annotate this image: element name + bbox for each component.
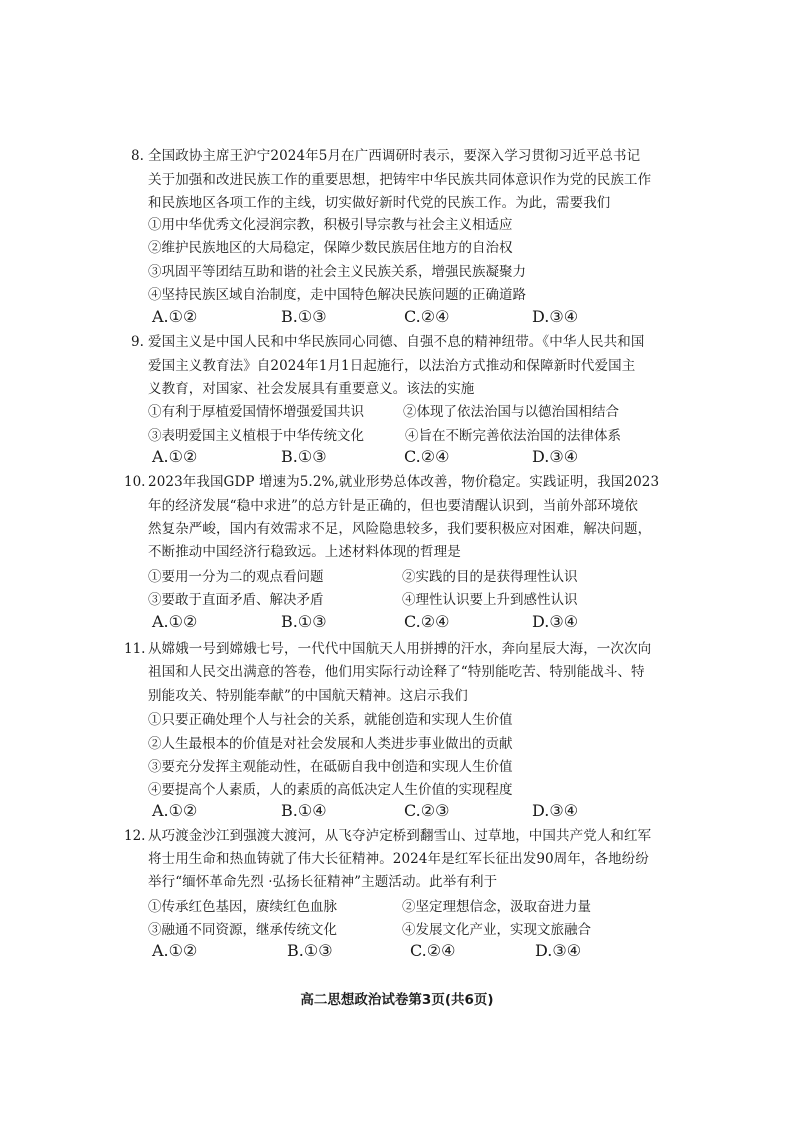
- question-stem-line: 全国政协主席王沪宁2024年5月在广西调研时表示，要深入学习贯彻习近平总书记: [148, 148, 641, 164]
- question-stem-line: 别能攻关、特别能奉献”的中国航天精神。这启示我们: [148, 688, 468, 704]
- choice-c: C.②④: [404, 307, 450, 326]
- choice-d: D.③④: [532, 307, 579, 326]
- question-stem-line: 不断推动中国经济行稳致远。上述材料体现的哲理是: [148, 544, 461, 560]
- option-item: ①只要正确处理个人与社会的关系，就能创造和实现人生价值: [148, 712, 513, 728]
- question-stem-line: 从嫦娥一号到嫦娥七号，一代代中国航天人用拼搏的汗水，奔向星辰大海，一次次向: [148, 641, 652, 657]
- question-stem-line: 然复杂严峻，国内有效需求不足，风险隐患较多，我们要积极应对困难，解决问题，: [148, 521, 652, 537]
- option-item: ④理性认识要上升到感性认识: [402, 592, 578, 608]
- option-item: ③表明爱国主义植根于中华传统文化: [148, 428, 364, 444]
- question-stem-line: 祖国和人民交出满意的答卷，他们用实际行动诠释了“特别能吃苦、特别能战斗、特: [148, 664, 645, 680]
- question-stem-line: 爱国主义教育法》自2024年1月1日起施行，以法治方式推动和保障新时代爱国主: [148, 358, 636, 374]
- question-stem-line: 将士用生命和热血铸就了伟大长征精神。2024年是红军长征出发90周年，各地纷纷: [148, 851, 649, 867]
- choice-a: A.①②: [152, 801, 198, 820]
- choice-a: A.①②: [152, 447, 198, 466]
- question-number: 12.: [124, 828, 146, 844]
- option-item: ③要敢于直面矛盾、解决矛盾: [148, 592, 324, 608]
- option-item: ①有利于厚植爱国情怀增强爱国共识: [148, 404, 364, 420]
- choice-a: A.①②: [152, 941, 198, 960]
- question-number: 11.: [124, 641, 146, 657]
- choice-c: C.②③: [404, 801, 450, 820]
- option-item: ②体现了依法治国与以德治国相结合: [403, 404, 619, 420]
- option-item: ④发展文化产业，实现文旅融合: [402, 922, 591, 938]
- choice-d: D.③④: [532, 612, 579, 631]
- option-item: ③巩固平等团结互助和谐的社会主义民族关系，增强民族凝聚力: [148, 264, 526, 280]
- question-stem-line: 从巧渡金沙江到强渡大渡河，从飞夺泸定桥到翻雪山、过草地，中国共产党人和红军: [148, 828, 652, 844]
- choice-b: B.①③: [281, 307, 327, 326]
- question-number: 9.: [131, 334, 144, 350]
- question-stem-line: 关于加强和改进民族工作的重要思想，把铸牢中华民族共同体意识作为党的民族工作: [148, 172, 652, 188]
- choice-d: D.③④: [535, 941, 582, 960]
- choice-b: B.①③: [281, 612, 327, 631]
- choice-c: C.②④: [404, 612, 450, 631]
- choice-b: B.①③: [281, 447, 327, 466]
- choice-a: A.①②: [152, 307, 198, 326]
- option-item: ①传承红色基因，赓续红色血脉: [148, 899, 337, 915]
- choice-a: A.①②: [152, 612, 198, 631]
- option-item: ②坚定理想信念，汲取奋进力量: [402, 899, 591, 915]
- question-stem-line: 举行“缅怀革命先烈 ·弘扬长征精神”主题活动。此举有利于: [148, 874, 498, 890]
- choice-c: C.②④: [410, 941, 456, 960]
- choice-c: C.②④: [404, 447, 450, 466]
- option-item: ②人生最根本的价值是对社会发展和人类进步事业做出的贡献: [148, 736, 513, 752]
- option-item: ②实践的目的是获得理性认识: [402, 569, 578, 585]
- option-item: ④要提高个人素质，人的素质的高低决定人生价值的实现程度: [148, 782, 513, 798]
- choice-d: D.③④: [532, 801, 579, 820]
- option-item: ④坚持民族区域自治制度，走中国特色解决民族问题的正确道路: [148, 287, 526, 303]
- question-number: 8.: [131, 148, 144, 164]
- question-stem-line: 义教育，对国家、社会发展具有重要意义。该法的实施: [148, 381, 475, 397]
- choice-d: D.③④: [532, 447, 579, 466]
- option-item: ①要用一分为二的观点看问题: [148, 569, 324, 585]
- question-number: 10.: [124, 474, 146, 490]
- option-item: ③要充分发挥主观能动性，在砥砺自我中创造和实现人生价值: [148, 759, 513, 775]
- question-stem-line: 年的经济发展“稳中求进”的总方针是正确的，但也要清醒认识到，当前外部环境依: [148, 498, 639, 514]
- choice-b: B.①③: [287, 941, 333, 960]
- option-item: ③融通不同资源，继承传统文化: [148, 922, 337, 938]
- choice-b: B.①④: [281, 801, 327, 820]
- page-footer: 高二思想政治试卷第3页(共6页): [300, 992, 494, 1008]
- question-stem-line: 爱国主义是中国人民和中华民族同心同德、自强不息的精神纽带。《中华人民共和国: [148, 334, 645, 350]
- option-item: ①用中华优秀文化浸润宗教，积极引导宗教与社会主义相适应: [148, 217, 513, 233]
- question-stem-line: 2023年我国GDP 增速为5.2%,就业形势总体改善，物价稳定。实践证明，我国2023: [148, 474, 660, 490]
- question-stem-line: 和民族地区各项工作的主线，切实做好新时代党的民族工作。为此，需要我们: [148, 195, 611, 211]
- option-item: ④旨在不断完善依法治国的法律体系: [405, 428, 621, 444]
- option-item: ②维护民族地区的大局稳定，保障少数民族居住地方的自治权: [148, 240, 513, 256]
